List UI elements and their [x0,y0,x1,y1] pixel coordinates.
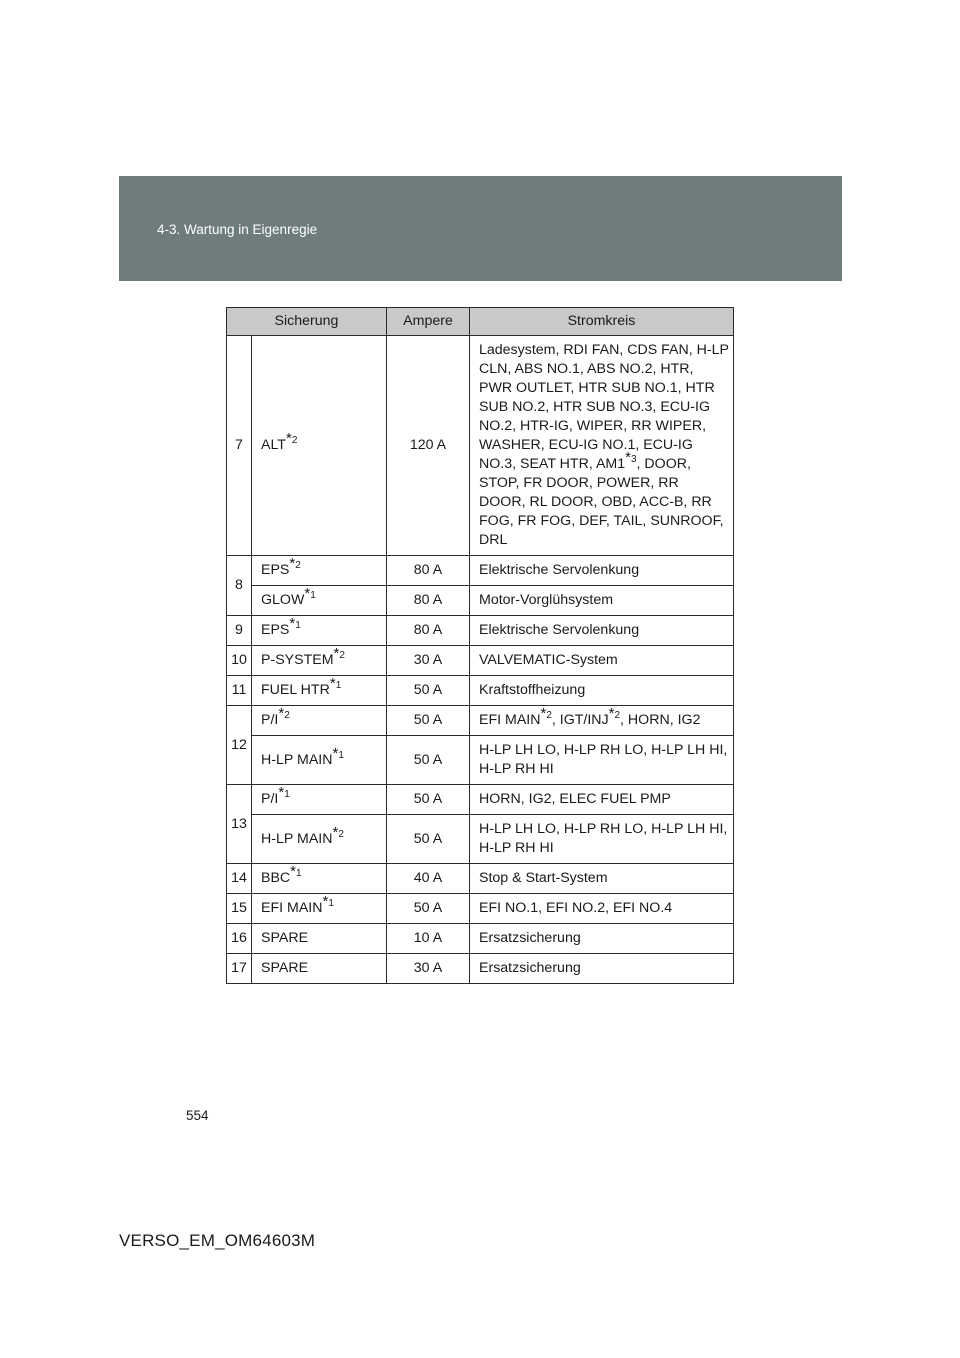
fuse-circuit: Kraftstoffheizung [470,676,734,706]
fuse-ampere: 40 A [387,864,470,894]
footnote-marker: *1 [322,893,334,910]
fuse-ampere: 80 A [387,586,470,616]
fuse-number: 8 [227,556,252,616]
footnote-marker: *2 [285,430,298,447]
fuse-circuit: Ersatzsicherung [470,954,734,984]
fuse-number: 12 [227,706,252,785]
table-row [227,646,734,676]
fuse-ampere: 50 A [387,815,470,864]
fuse-circuit: VALVEMATIC-System [470,646,734,676]
footnote-marker: *2 [540,705,552,722]
fuse-circuit: Ladesystem, RDI FAN, CDS FAN, H-LP CLN, ABS NO.1, ABS NO.2, HTR, PWR OUTLET, HTR SUB NO.1, HTR SUB NO.2, HTR SUB NO.3, ECU-IG NO.2, HTR-IG, WIPER, RR WIPER, WASHER, ECU-IG NO.1, ECU-IG NO.3, SEAT HTR, AM1$^{*3}$, DOOR, STOP, FR DOOR, POWER, RR DOOR, RL DOOR, OBD, ACC-B, RR FOG, FR FOG, DEF, TAIL, SUNROOF, DRL [470,336,734,556]
column-header-sicherung: Sicherung [227,308,387,336]
fuse-table [226,307,734,984]
section-title: 4-3. Wartung in Eigenregie [157,222,318,237]
fuse-ampere: 50 A [387,785,470,815]
fuse-name: GLOW$^{*1}$ [252,586,387,616]
section-header [119,176,842,281]
fuse-name: H-LP MAIN$^{*1}$ [252,736,387,785]
fuse-name: ALT$^{*2}$ [252,336,387,556]
fuse-name: SPARE [252,924,387,954]
fuse-circuit: Elektrische Servolenkung [470,556,734,586]
fuse-number: 9 [227,616,252,646]
fuse-circuit: Stop & Start-System [470,864,734,894]
table-row [227,894,734,924]
table-row [227,954,734,984]
footnote-marker: *1 [332,744,344,762]
document-code: VERSO_EM_OM64603M [119,1231,316,1250]
footnote-marker: *1 [329,675,342,692]
fuse-ampere: 30 A [387,954,470,984]
fuse-number: 14 [227,864,252,894]
footnote-marker: *1 [289,615,301,632]
footnote-marker: *1 [278,784,290,801]
table-row [227,336,734,556]
fuse-name: P-SYSTEM$^{*2}$ [252,646,387,676]
fuse-ampere: 30 A [387,646,470,676]
table-row [227,556,734,586]
fuse-name: $P/I^{*2}$ [252,706,387,736]
fuse-number: 17 [227,954,252,984]
fuse-number: 10 [227,646,252,676]
footnote-marker: *2 [278,705,290,722]
page-number: 554 [186,1108,209,1123]
fuse-ampere: 80 A [387,616,470,646]
fuse-circuit: H-LP LH LO, H-LP RH LO, H-LP LH HI, H-LP RH HI [470,736,734,785]
fuse-ampere: 50 A [387,894,470,924]
footnote-marker: *1 [290,863,302,880]
fuse-name: SPARE [252,954,387,984]
fuse-circuit: EFI MAIN$^{*2}$, IGT/INJ$^{*2}$, HORN, IG2 [470,706,734,736]
table-row [227,924,734,954]
fuse-ampere: 80 A [387,556,470,586]
footnote-marker: *1 [304,585,316,602]
footnote-marker: *2 [289,555,301,572]
table-row [227,736,734,785]
fuse-name: FUEL HTR$^{*1}$ [252,676,387,706]
footnote-marker: *3 [625,449,637,466]
column-header-stromkreis: Stromkreis [470,308,734,336]
column-header-ampere: Ampere [387,308,470,336]
fuse-circuit: Ersatzsicherung [470,924,734,954]
fuse-number: 7 [227,336,252,556]
fuse-ampere: 120 A [387,336,470,556]
fuse-number: 16 [227,924,252,954]
table-row [227,785,734,815]
fuse-circuit: EFI NO.1, EFI NO.2, EFI NO.4 [470,894,734,924]
table-row [227,676,734,706]
fuse-number: 13 [227,785,252,864]
fuse-ampere: 10 A [387,924,470,954]
fuse-number: 11 [227,676,252,706]
fuse-circuit: Motor-Vorglühsystem [470,586,734,616]
fuse-name: $P/I^{*1}$ [252,785,387,815]
fuse-ampere: 50 A [387,736,470,785]
footnote-marker: *2 [333,645,345,662]
table-header-row [227,308,734,336]
fuse-ampere: 50 A [387,706,470,736]
table-row [227,864,734,894]
footnote-marker: *2 [332,823,344,841]
fuse-name: EFI MAIN$^{*1}$ [252,894,387,924]
fuse-circuit: H-LP LH LO, H-LP RH LO, H-LP LH HI, H-LP RH HI [470,815,734,864]
footnote-marker: *2 [608,705,621,722]
fuse-name: EPS$^{*2}$ [252,556,387,586]
fuse-ampere: 50 A [387,676,470,706]
fuse-circuit: HORN, IG2, ELEC FUEL PMP [470,785,734,815]
table-row [227,616,734,646]
fuse-circuit: Elektrische Servolenkung [470,616,734,646]
table-row [227,586,734,616]
fuse-name: BBC$^{*1}$ [252,864,387,894]
table-row [227,706,734,736]
fuse-name: EPS$^{*1}$ [252,616,387,646]
table-row [227,815,734,864]
fuse-number: 15 [227,894,252,924]
fuse-name: H-LP MAIN$^{*2}$ [252,815,387,864]
